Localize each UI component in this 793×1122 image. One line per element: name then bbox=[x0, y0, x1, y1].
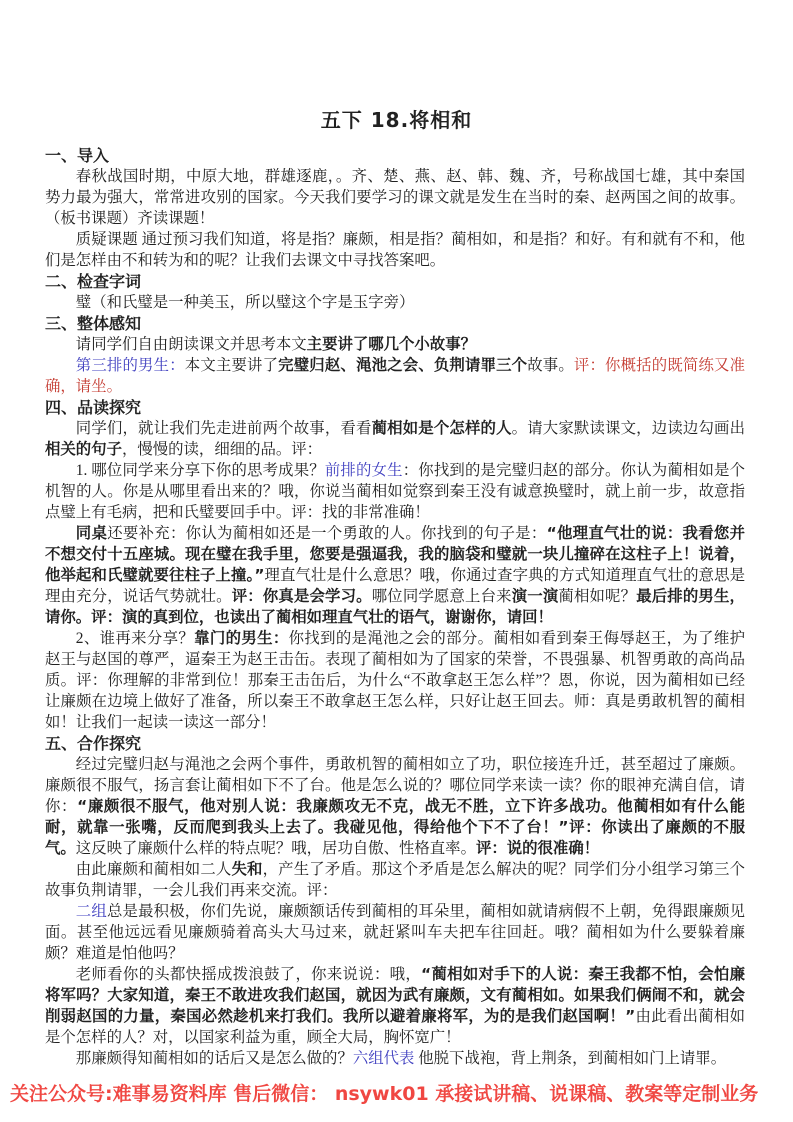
text-run: 经过完璧归赵与渑池之会两个事件，勇敢机智的蔺相如立了功，职位接连升迁，甚至超过了廉颇。廉颇很不服气，扬言套让蔺相如下不了台。他是怎么说的？哪位同学来读一读？你的眼神充满自信，请你： bbox=[45, 756, 745, 815]
text-run: 失和 bbox=[231, 860, 263, 878]
paragraph bbox=[45, 292, 745, 313]
text-run: “他理直气壮的说：我看您并不想交付十五座城。现在璧在我手里，您要是强逼我，我的脑袋和璧就一块儿撞碎在这柱子上！说着，他举起和氏璧就要往柱子上撞。” bbox=[45, 524, 745, 584]
section-heading: 五、合作探究 bbox=[45, 734, 142, 753]
text-run: 请同学们自由朗读课文并思考本文 bbox=[75, 336, 307, 353]
text-run: 质疑课题 通过预习我们知道，将是指？廉颇，相是指？蔺相如，和是指？和好。有和就有不和，他们是怎样由不和转为和的呢？让我们去课文中寻找答案吧。 bbox=[45, 231, 745, 269]
text-run: 本文主要讲了 bbox=[184, 357, 279, 374]
text-run: 相关的句子 bbox=[45, 440, 122, 458]
page-title: 五下 18.将相和 bbox=[320, 108, 473, 132]
text-run: 靠门的男生： bbox=[194, 629, 289, 647]
text-run: “蔺相如对手下的人说：秦王我都不怕，会怕廉将军吗？大家知道，秦王不敢进攻我们赵国，就因为武有廉颇，文有蔺相如。如果我们俩闹不和，就会削弱赵国的力量，秦国必然趁机来打我们。我所以避着廉将军，为的是我们赵国啊！” bbox=[45, 965, 745, 1025]
text-run: 理直气壮是什么意思？哦，你通过查字典的方式知道理直气壮的意思是理由充分，说话气势就壮。 bbox=[45, 567, 745, 605]
section bbox=[45, 313, 745, 397]
section bbox=[45, 145, 745, 271]
text-run: 春秋战国时期，中原大地，群雄逐鹿，。齐、楚、燕、赵、韩、魏、齐，号称战国七雄，其中秦国势力最为强大，常常进攻别的国家。今天我们要学习的课文就是发生在当时的秦、赵两国之间的故事。（板书课题）齐读课题！ bbox=[45, 168, 745, 227]
section bbox=[45, 397, 745, 733]
section bbox=[45, 271, 745, 313]
text-run: “廉颇很不服气，他对别人说：我廉颇攻无不克，战无不胜，立下许多战功。他蔺相如有什么能耐，就靠一张嘴，反而爬到我头上去了。我碰见他，得给他个下不了台！”评：你读出了廉颇的不服气。 bbox=[45, 797, 745, 857]
paragraph bbox=[45, 229, 745, 271]
text-run: ：你找到的是完璧归赵的部分。你认为蔺相如是个机智的人。你是从哪里看出来的？哦，你说当蔺相如觉察到秦王没有诚意换璧时，就上前一步，故意指点璧上有毛病，把和氏璧要回手中。评：找的非常准确！ bbox=[45, 462, 745, 521]
text-run: 六组代表 bbox=[352, 1050, 415, 1067]
text-run: 评：你真是会学习。 bbox=[231, 587, 372, 605]
text-run: 评：说的很准确！ bbox=[475, 839, 600, 857]
text-run: ，慢慢的读，细细的品。评： bbox=[121, 441, 323, 458]
text-run: 那廉颇得知蔺相如的话后又是怎么做的？ bbox=[75, 1050, 353, 1067]
text-run: 1. 哪位同学来分享下你的思考成果？ bbox=[75, 462, 325, 479]
text-run: 完璧归赵、渑池之会、负荆请罪三个 bbox=[278, 356, 528, 374]
text-run: 同桌 bbox=[75, 524, 108, 542]
text-run: 第三排的男生： bbox=[75, 357, 185, 374]
paragraph bbox=[45, 754, 745, 859]
text-run: 2、谁再来分享？ bbox=[75, 630, 195, 647]
text-run: 演一演 bbox=[511, 587, 559, 605]
text-run: 还要补充：你认为蔺相如还是一个勇敢的人。你找到的句子是： bbox=[107, 525, 547, 542]
text-run: 老师看你的头都快摇成拨浪鼓了，你来说说：哦， bbox=[75, 966, 422, 983]
paragraph bbox=[45, 859, 745, 901]
text-run: 由此廉颇和蔺相如二人 bbox=[75, 861, 232, 878]
section-heading: 二、检查字词 bbox=[45, 272, 142, 291]
text-run: 这反映了廉颇什么样的特点呢？哦，居功自傲、性格直率。 bbox=[75, 840, 476, 857]
section-heading: 三、整体感知 bbox=[45, 314, 142, 333]
paragraph bbox=[45, 1048, 745, 1069]
text-run: 。请大家默读课文，边读边勾画出 bbox=[511, 420, 745, 437]
paragraph bbox=[45, 418, 745, 460]
text-run: 璧（和氏璧是一种美玉，所以璧这个字是玉字旁） bbox=[75, 294, 415, 311]
section-heading: 一、导入 bbox=[45, 146, 110, 165]
text-run: 由此看出蔺相如是个怎样的人？对，以国家利益为重，顾全大局，胸怀宽广！ bbox=[45, 1008, 745, 1046]
text-run: 最后排的男生，请你。评：演的真到位，也读出了蔺相如理直气壮的语气，谢谢你，请回！ bbox=[45, 587, 745, 626]
paragraph bbox=[45, 628, 745, 733]
text-run: 主要讲了哪几个小故事？ bbox=[306, 335, 476, 353]
text-run: 总是最积极，你们先说，廉颇额话传到蔺相的耳朵里，蔺相如就请病假不上朝，免得跟廉颇见面。甚至他远远看见廉颇骑着高头大马过来，就赶紧叫车夫把车往回赶。哦？蔺相如为什么要躲着廉颇？难道是怕他吗？ bbox=[45, 903, 745, 962]
text-run: 蔺相如是个怎样的人 bbox=[371, 419, 512, 437]
text-run: 蔺相如呢？ bbox=[558, 588, 637, 605]
text-run: 二组 bbox=[75, 903, 107, 920]
paragraph bbox=[45, 901, 745, 964]
paragraph bbox=[45, 964, 745, 1048]
text-run: 评：你概括的既简练又准确，请坐。 bbox=[45, 357, 745, 395]
section bbox=[45, 733, 745, 1069]
text-run: 前排的女生 bbox=[324, 462, 403, 479]
text-run: 他脱下战袍，背上荆条，到蔺相如门上请罪。 bbox=[414, 1050, 727, 1067]
text-run: ，产生了矛盾。那这个矛盾是怎么解决的呢？同学们分小组学习第三个故事负荆请罪，一会儿我们再来交流。评： bbox=[45, 861, 745, 899]
paragraph bbox=[45, 166, 745, 229]
paragraph bbox=[45, 334, 745, 355]
text-run: 故事。 bbox=[527, 357, 574, 374]
paragraph bbox=[45, 523, 745, 628]
footer-text: 关注公众号:难事易资料库 售后微信： nsywk01 承接试讲稿、说课稿、教案等定制业务 bbox=[10, 1083, 759, 1105]
paragraph bbox=[45, 355, 745, 397]
document-body bbox=[45, 145, 745, 1069]
text-run: 同学们，就让我们先走进前两个故事，看看 bbox=[75, 420, 372, 437]
text-run: 哪位同学愿意上台来 bbox=[371, 588, 512, 605]
text-run: 你找到的是渑池之会的部分。蔺相如看到秦王侮辱赵王，为了维护赵王与赵国的尊严，逼秦王为赵王击缶。表现了蔺相如为了国家的荣誉，不畏强暴、机智勇敢的高尚品质。评：你理解的非常到位！那秦王击缶后，为什么“不敢拿赵王怎么样”？恩，你说，因为蔺相如已经让廉颇在边境上做好了准备，所以秦王不敢拿赵王怎么样，只好让赵王回去。师：真是勇敢机智的蔺相如！让我们一起读一读这一部分！ bbox=[45, 630, 745, 731]
paragraph bbox=[45, 460, 745, 523]
footer-watermark bbox=[10, 1082, 789, 1106]
section-heading: 四、品读探究 bbox=[45, 398, 142, 417]
